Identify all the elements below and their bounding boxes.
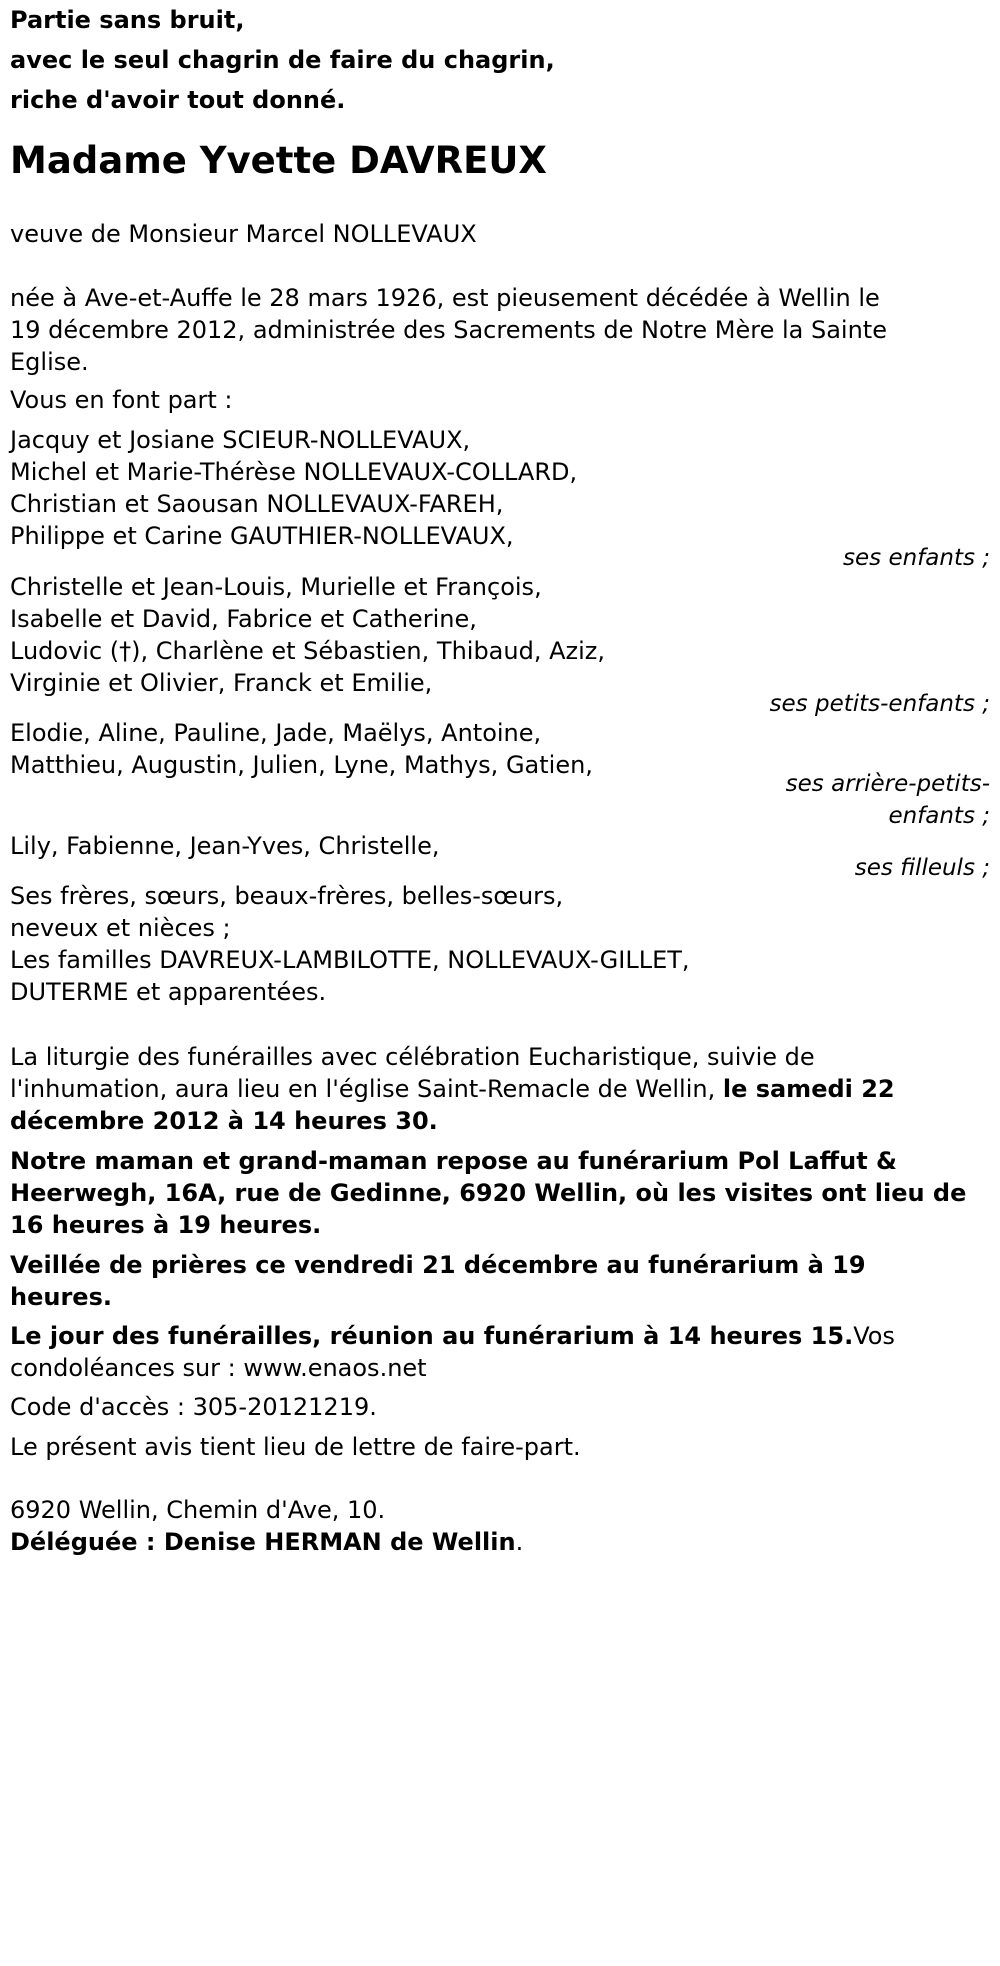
children-line-4: Philippe et Carine GAUTHIER-NOLLEVAUX, bbox=[10, 522, 514, 550]
family-line-2: neveux et nièces ; bbox=[10, 914, 231, 942]
grandchildren-line-1: Christelle et Jean-Louis, Murielle et François, bbox=[10, 573, 542, 601]
deceased-name: Madame Yvette DAVREUX bbox=[10, 139, 547, 182]
godchildren-role: ses filleuls ; bbox=[854, 855, 990, 881]
liturgy-date-bold: le samedi 22 bbox=[722, 1075, 895, 1103]
family-line-1: Ses frères, sœurs, beaux-frères, belles-sœurs, bbox=[10, 882, 564, 910]
vigil-line-1: Veillée de prières ce vendredi 21 décembre au funérarium à 19 bbox=[10, 1251, 866, 1279]
family-line-4: DUTERME et apparentées. bbox=[10, 978, 327, 1006]
godchildren-line-1: Lily, Fabienne, Jean-Yves, Christelle, bbox=[10, 832, 440, 860]
rest-line-3: 16 heures à 19 heures. bbox=[10, 1211, 322, 1239]
delegate-bold: Déléguée : Denise HERMAN de Wellin bbox=[10, 1528, 516, 1556]
family-line-3: Les familles DAVREUX-LAMBILOTTE, NOLLEVAUX-GILLET, bbox=[10, 946, 690, 974]
great-grandchildren-role-2: enfants ; bbox=[888, 803, 990, 829]
liturgy-line-3: décembre 2012 à 14 heures 30. bbox=[10, 1107, 438, 1135]
poem-line-1: Partie sans bruit, bbox=[10, 6, 245, 34]
rest-line-1: Notre maman et grand-maman repose au funérarium Pol Laffut & bbox=[10, 1147, 897, 1175]
delegate-line bbox=[10, 1522, 523, 1562]
vigil-line-2: heures. bbox=[10, 1283, 112, 1311]
poem-line-2: avec le seul chagrin de faire du chagrin, bbox=[10, 46, 555, 74]
children-line-1: Jacquy et Josiane SCIEUR-NOLLEVAUX, bbox=[10, 426, 471, 454]
access-code: Code d'accès : 305-20121219. bbox=[10, 1393, 377, 1421]
grandchildren-line-2: Isabelle et David, Fabrice et Catherine, bbox=[10, 605, 477, 633]
liturgy-line-1: La liturgie des funérailles avec célébration Eucharistique, suivie de bbox=[10, 1043, 815, 1071]
grandchildren-line-4: Virginie et Olivier, Franck et Emilie, bbox=[10, 669, 433, 697]
meeting-bold: Le jour des funérailles, réunion au funérarium à 14 heures 15. bbox=[10, 1322, 854, 1350]
birth-death-line-3: Eglise. bbox=[10, 348, 89, 376]
announce: Vous en font part : bbox=[10, 386, 233, 414]
birth-death-line-2: 19 décembre 2012, administrée des Sacrements de Notre Mère la Sainte bbox=[10, 316, 887, 344]
children-line-2: Michel et Marie-Thérèse NOLLEVAUX-COLLARD, bbox=[10, 458, 578, 486]
great-grandchildren-role-1: ses arrière-petits- bbox=[785, 771, 990, 797]
widow-of: veuve de Monsieur Marcel NOLLEVAUX bbox=[10, 220, 477, 248]
address: 6920 Wellin, Chemin d'Ave, 10. bbox=[10, 1496, 386, 1524]
liturgy-line-2-text: l'inhumation, aura lieu en l'église Saint-Remacle de Wellin, bbox=[10, 1075, 723, 1103]
condolences-line: condoléances sur : www.enaos.net bbox=[10, 1354, 427, 1382]
grandchildren-line-3: Ludovic (†), Charlène et Sébastien, Thibaud, Aziz, bbox=[10, 637, 605, 665]
birth-death-line-1: née à Ave-et-Auffe le 28 mars 1926, est pieusement décédée à Wellin le bbox=[10, 284, 880, 312]
meeting-normal: Vos bbox=[853, 1322, 895, 1350]
delegate-normal: . bbox=[515, 1528, 524, 1556]
poem-line-3: riche d'avoir tout donné. bbox=[10, 86, 346, 114]
children-line-3: Christian et Saousan NOLLEVAUX-FAREH, bbox=[10, 490, 504, 518]
rest-line-2: Heerwegh, 16A, rue de Gedinne, 6920 Wellin, où les visites ont lieu de bbox=[10, 1179, 967, 1207]
children-role: ses enfants ; bbox=[843, 545, 990, 571]
grandchildren-role: ses petits-enfants ; bbox=[769, 691, 990, 717]
great-grandchildren-line-2: Matthieu, Augustin, Julien, Lyne, Mathys, Gatien, bbox=[10, 751, 593, 779]
notice: Le présent avis tient lieu de lettre de faire-part. bbox=[10, 1433, 581, 1461]
great-grandchildren-line-1: Elodie, Aline, Pauline, Jade, Maëlys, Antoine, bbox=[10, 719, 542, 747]
